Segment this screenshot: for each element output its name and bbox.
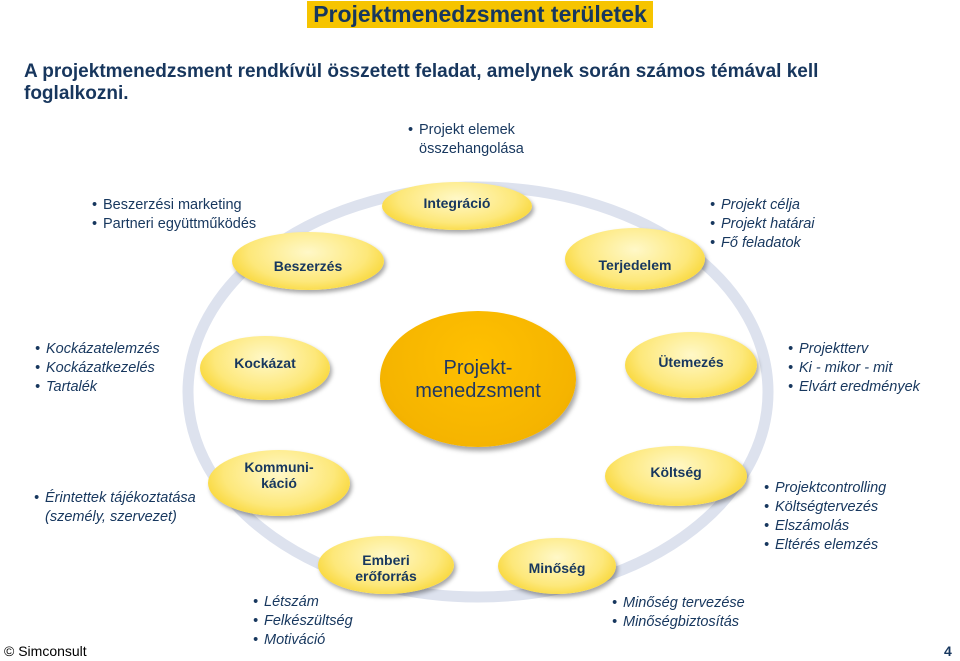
bullet-item: • Minőség tervezése <box>612 594 745 613</box>
bullet-item: • Beszerzési marketing <box>92 196 256 215</box>
node-integracio <box>382 182 532 230</box>
node-kommunikacio-label-1: Kommuni- <box>244 459 314 475</box>
bullet-item: • Projektterv <box>788 340 920 359</box>
bullet-item: • Motiváció <box>253 631 353 650</box>
node-utemezes <box>625 332 757 398</box>
bullet-item: • Felkészültség <box>253 612 353 631</box>
slide-title: Projektmenedzsment területek <box>307 1 653 28</box>
node-minoseg <box>498 538 616 594</box>
bullet-item: • Projekt célja <box>710 196 815 215</box>
bullet-item: • Kockázatelemzés <box>35 340 160 359</box>
bullet-item: • Elszámolás <box>764 517 886 536</box>
bullet-item: • Eltérés elemzés <box>764 536 886 555</box>
bullet-item: • Projekt elemek összehangolása <box>408 121 548 159</box>
center-label-2: menedzsment <box>415 380 541 402</box>
node-beszerzes-label: Beszerzés <box>273 258 343 274</box>
node-beszerzes <box>232 232 384 290</box>
bullet-item: • Projektcontrolling <box>764 479 886 498</box>
node-koltseg <box>605 446 747 506</box>
node-emberi-label-2: erőforrás <box>355 568 417 584</box>
node-integracio-label: Integráció <box>423 195 491 211</box>
bullet-item: • Tartalék <box>35 378 160 397</box>
intro-text: A projektmenedzsment rendkívül összetett feladat, amelynek során számos témával kell foglalkozni. <box>24 61 819 104</box>
bullets-utemezes <box>788 340 920 397</box>
bullets-integracio <box>408 121 548 159</box>
bullets-emberi-eroforras <box>253 593 353 650</box>
node-kommunikacio <box>208 450 350 516</box>
node-kommunikacio-label-2: káció <box>261 475 297 491</box>
bullet-item: • Partneri együttműködés <box>92 215 256 234</box>
bullets-minoseg <box>612 594 745 632</box>
bullet-item: • Kockázatkezelés <box>35 359 160 378</box>
bullet-item: • Költségtervezés <box>764 498 886 517</box>
center-node <box>380 311 576 447</box>
bullet-item: • Minőségbiztosítás <box>612 613 745 632</box>
node-emberi-label-1: Emberi <box>362 552 410 568</box>
bullet-item: • Projekt határai <box>710 215 815 234</box>
bullet-item: • Fő feladatok <box>710 234 815 253</box>
node-utemezes-label: Ütemezés <box>658 354 724 370</box>
bullets-terjedelem <box>710 196 815 253</box>
node-emberi-eroforras <box>318 536 454 594</box>
node-terjedelem <box>565 228 705 290</box>
copyright: © Simconsult <box>4 643 87 659</box>
bullets-kockazat <box>35 340 160 397</box>
bullet-item: • Ki - mikor - mit <box>788 359 920 378</box>
page-number: 4 <box>944 643 952 659</box>
bullet-item: • Érintettek tájékoztatása (személy, szervezet) <box>34 489 214 527</box>
node-kockazat-label: Kockázat <box>234 355 296 371</box>
bullet-item: • Létszám <box>253 593 353 612</box>
node-terjedelem-label: Terjedelem <box>598 257 672 273</box>
node-kockazat <box>200 336 330 400</box>
node-minoseg-label: Minőség <box>528 560 586 576</box>
bullets-beszerzes <box>92 196 256 234</box>
bullets-koltseg <box>764 479 886 555</box>
bullets-kommunikacio <box>34 489 214 527</box>
center-label-1: Projekt- <box>443 357 513 379</box>
node-koltseg-label: Költség <box>650 464 702 480</box>
bullet-item: • Elvárt eredmények <box>788 378 920 397</box>
